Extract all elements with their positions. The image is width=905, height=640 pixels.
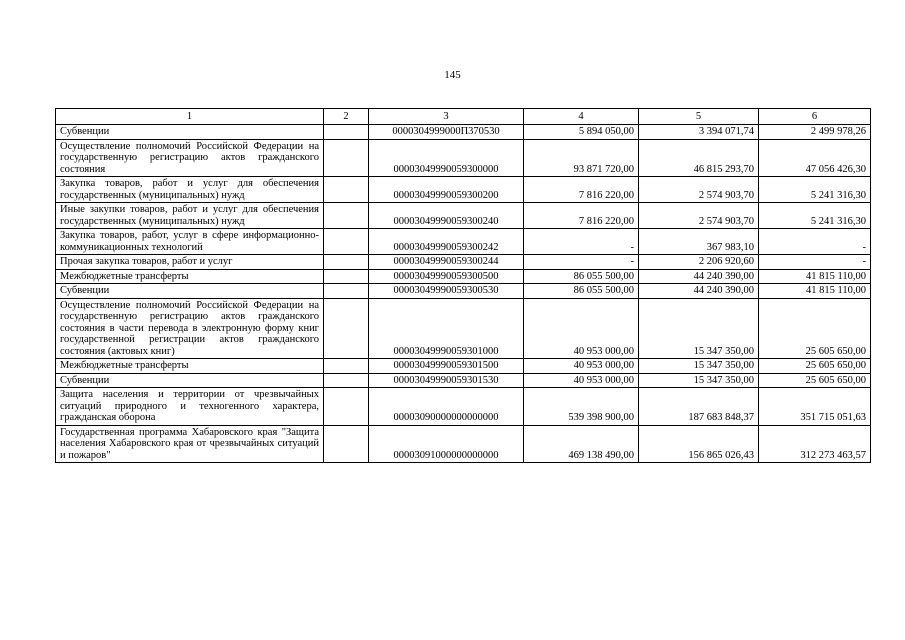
row-name-cell: Субвенции: [56, 373, 324, 388]
row-name-cell: Прочая закупка товаров, работ и услуг: [56, 255, 324, 270]
row-value-col4: 93 871 720,00: [524, 139, 639, 177]
row-code-cell: 00003090000000000000: [369, 388, 524, 426]
row-name-cell: Закупка товаров, работ, услуг в сфере информационно-коммуникационных технологий: [56, 229, 324, 255]
header-cell-6: 6: [759, 109, 871, 125]
header-cell-5: 5: [639, 109, 759, 125]
row-col2-cell: [324, 284, 369, 299]
row-name-cell: Субвенции: [56, 284, 324, 299]
row-name-cell: Защита населения и территории от чрезвычайных ситуаций природного и техногенного характера, гражданская оборона: [56, 388, 324, 426]
row-code-cell: 00003049990059300530: [369, 284, 524, 299]
row-col2-cell: [324, 359, 369, 374]
row-value-col6: 41 815 110,00: [759, 284, 871, 299]
table-row: [56, 255, 871, 270]
row-col2-cell: [324, 373, 369, 388]
row-name-cell: Межбюджетные трансферты: [56, 359, 324, 374]
table-row: [56, 373, 871, 388]
row-col2-cell: [324, 177, 369, 203]
row-value-col4: 86 055 500,00: [524, 269, 639, 284]
table-row: [56, 125, 871, 140]
row-value-col5: 44 240 390,00: [639, 284, 759, 299]
row-col2-cell: [324, 269, 369, 284]
row-name-cell: Иные закупки товаров, работ и услуг для обеспечения государственных (муниципальных) нужд: [56, 203, 324, 229]
row-name-cell: Осуществление полномочий Российской Федерации на государственную регистрацию актов гражданского состояния в части перевода в электронную форму книг государственной регистрации актов гражданского состояния (актовых книг): [56, 298, 324, 359]
row-col2-cell: [324, 255, 369, 270]
row-code-cell: 00003049990059301000: [369, 298, 524, 359]
row-name-cell: Закупка товаров, работ и услуг для обеспечения государственных (муниципальных) нужд: [56, 177, 324, 203]
row-value-col5: 15 347 350,00: [639, 359, 759, 374]
header-cell-1: 1: [56, 109, 324, 125]
row-value-col4: 40 953 000,00: [524, 359, 639, 374]
table-row: [56, 284, 871, 299]
row-col2-cell: [324, 203, 369, 229]
row-value-col5: 156 865 026,43: [639, 425, 759, 463]
row-value-col4: -: [524, 229, 639, 255]
table-row: [56, 139, 871, 177]
row-value-col5: 46 815 293,70: [639, 139, 759, 177]
row-code-cell: 00003049990059300242: [369, 229, 524, 255]
row-value-col4: 86 055 500,00: [524, 284, 639, 299]
table-row: [56, 359, 871, 374]
row-code-cell: 00003049990059300240: [369, 203, 524, 229]
row-value-col6: 47 056 426,30: [759, 139, 871, 177]
row-value-col5: 367 983,10: [639, 229, 759, 255]
row-code-cell: 00003091000000000000: [369, 425, 524, 463]
row-value-col4: 469 138 490,00: [524, 425, 639, 463]
row-value-col4: 7 816 220,00: [524, 177, 639, 203]
row-value-col6: 351 715 051,63: [759, 388, 871, 426]
row-value-col6: 25 605 650,00: [759, 359, 871, 374]
row-col2-cell: [324, 229, 369, 255]
row-value-col4: 40 953 000,00: [524, 373, 639, 388]
row-value-col6: 41 815 110,00: [759, 269, 871, 284]
row-value-col4: 40 953 000,00: [524, 298, 639, 359]
row-value-col5: 2 574 903,70: [639, 177, 759, 203]
header-cell-3: 3: [369, 109, 524, 125]
budget-table: [55, 108, 871, 463]
row-value-col6: 312 273 463,57: [759, 425, 871, 463]
row-value-col5: 187 683 848,37: [639, 388, 759, 426]
row-name-cell: Осуществление полномочий Российской Федерации на государственную регистрацию актов гражданского состояния: [56, 139, 324, 177]
row-code-cell: 00003049990059300200: [369, 177, 524, 203]
table-row: [56, 203, 871, 229]
table-row: [56, 177, 871, 203]
row-col2-cell: [324, 298, 369, 359]
row-value-col5: 15 347 350,00: [639, 373, 759, 388]
row-col2-cell: [324, 388, 369, 426]
row-value-col6: 25 605 650,00: [759, 373, 871, 388]
table-row: [56, 269, 871, 284]
table-body: [56, 125, 871, 463]
header-row: [56, 109, 871, 125]
table-row: [56, 425, 871, 463]
row-value-col4: 5 894 050,00: [524, 125, 639, 140]
table-row: [56, 298, 871, 359]
row-col2-cell: [324, 425, 369, 463]
row-code-cell: 00003049990059301500: [369, 359, 524, 374]
row-col2-cell: [324, 125, 369, 140]
header-cell-4: 4: [524, 109, 639, 125]
row-value-col6: 2 499 978,26: [759, 125, 871, 140]
row-value-col6: -: [759, 255, 871, 270]
row-code-cell: 00003049990059300244: [369, 255, 524, 270]
row-value-col5: 44 240 390,00: [639, 269, 759, 284]
row-name-cell: Государственная программа Хабаровского края "Защита населения Хабаровского края от чрезвычайных ситуаций и пожаров": [56, 425, 324, 463]
row-code-cell: 0000304999000П370530: [369, 125, 524, 140]
row-value-col6: 25 605 650,00: [759, 298, 871, 359]
table-row: [56, 229, 871, 255]
row-value-col4: 539 398 900,00: [524, 388, 639, 426]
row-name-cell: Межбюджетные трансферты: [56, 269, 324, 284]
row-value-col4: 7 816 220,00: [524, 203, 639, 229]
header-cell-2: 2: [324, 109, 369, 125]
row-value-col5: 3 394 071,74: [639, 125, 759, 140]
row-value-col5: 2 206 920,60: [639, 255, 759, 270]
row-value-col6: -: [759, 229, 871, 255]
page-number: 145: [444, 69, 461, 81]
row-value-col5: 2 574 903,70: [639, 203, 759, 229]
row-code-cell: 00003049990059300000: [369, 139, 524, 177]
row-value-col5: 15 347 350,00: [639, 298, 759, 359]
row-value-col6: 5 241 316,30: [759, 177, 871, 203]
row-name-cell: Субвенции: [56, 125, 324, 140]
row-value-col4: -: [524, 255, 639, 270]
table-header: [56, 109, 871, 125]
table-row: [56, 388, 871, 426]
row-code-cell: 00003049990059301530: [369, 373, 524, 388]
row-col2-cell: [324, 139, 369, 177]
row-code-cell: 00003049990059300500: [369, 269, 524, 284]
row-value-col6: 5 241 316,30: [759, 203, 871, 229]
